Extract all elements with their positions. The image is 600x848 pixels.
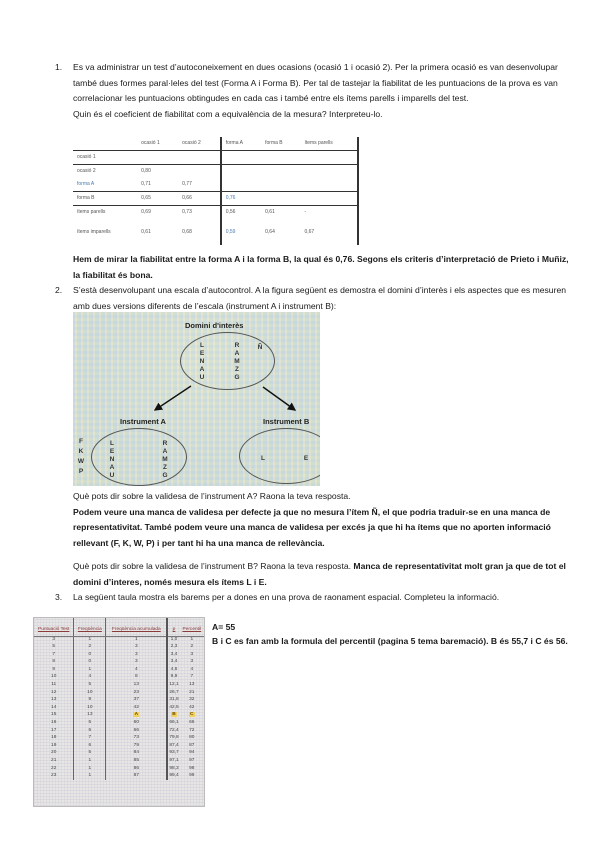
table-row: 11 5 13 12,1 13: [34, 682, 204, 690]
table-row: 10 4 8 9,9 7: [34, 674, 204, 682]
table-row: 9 1 4 4,6 4: [34, 666, 204, 674]
table-header-row: ocasió 1 ocasió 2 forma A forma B ítems parells: [73, 137, 358, 151]
domain-extra-item: Ñ: [257, 344, 263, 351]
table-row: 20 5 84 93,7 94: [34, 750, 204, 758]
question-2b-prompt: Què pots dir sobre la validesa de l’instrument B? Raona la teva resposta.: [73, 561, 352, 571]
answer-3-line: B i C es fan amb la formula del percentil (pagina 5 tema baremació). B és 55,7 i C és 56.: [212, 636, 568, 646]
table-row: ocasió 2 0,80: [73, 165, 358, 179]
table-row: ocasió 1: [73, 151, 358, 165]
table-header-row: Puntuació Test Freqüència Freqüència acumulada p Percentil: [34, 618, 204, 636]
table-row: 13 9 37 31,8 32: [34, 697, 204, 705]
table-row: 5 2 3 2,3 2: [34, 644, 204, 652]
table-row: forma A 0,71 0,77: [73, 178, 358, 192]
answer-3-line: A= 55: [212, 622, 236, 632]
table-row: 16 5 60 66,1 66: [34, 720, 204, 728]
question-2: [55, 283, 570, 314]
question-1: [55, 60, 570, 122]
question-number: 3.: [55, 592, 63, 602]
question-2b: [55, 559, 570, 590]
table-row: 19 6 79 87,4 87: [34, 742, 204, 750]
domain-col1: L E N A U: [199, 342, 205, 381]
question-1-text: Es va administrar un test d’autoconeixement en dues ocasions (ocasió 1 i ocasió 2). Per la primera ocasió es van desenvolupar també dues formes paral·leles del test (Forma A i Forma B). Per tal de tastejar la fiabilitat de les puntuacions de la prova es van correlacionar les puntuacions obtingudes en cada cas i també entre els ítems parells i imparells del test.: [73, 62, 558, 103]
question-number: 1.: [55, 62, 63, 72]
domain-diagram: [73, 312, 320, 486]
table-row: 7 0 3 3,4 3: [34, 651, 204, 659]
instrument-b-label: Instrument B: [263, 417, 310, 426]
instrument-b-item: E: [303, 455, 309, 462]
answer-3: [212, 620, 572, 648]
correlation-table: [73, 137, 359, 245]
instrument-b-item: L: [261, 455, 265, 462]
question-3: [55, 590, 570, 606]
table-row: ítems imparells 0,61 0,68 0,59 0,64 0,67: [73, 219, 358, 245]
table-row: 23 1 87 99,4 99: [34, 773, 204, 781]
instrument-a-outside-items: F K W P: [77, 438, 85, 475]
table-row: 8 0 3 3,4 3: [34, 659, 204, 667]
instrument-a-ellipse: [91, 428, 187, 486]
table-row: forma B 0,65 0,66 0,76: [73, 192, 358, 206]
barems-table-image: [33, 617, 205, 807]
instrument-a-col2: R A M Z G: [162, 440, 168, 479]
table-row: 14 10 42 42,5 42: [34, 704, 204, 712]
question-number: 2.: [55, 285, 63, 295]
table-row: ítems parells 0,69 0,73 0,56 0,61 -: [73, 206, 358, 220]
barems-table-body: [34, 636, 204, 780]
answer-2b-text: Manca de representativitat molt gran ja que de tot el domini d’interes, només mesura els ítems L i E.: [73, 561, 566, 587]
table-row: 15 13 A B C: [34, 712, 204, 720]
table-row: 3 1 1 1,0 1: [52, 636, 194, 642]
table-row: 17 6 66 72,4 72: [34, 727, 204, 735]
answer-2a-text: Podem veure una manca de validesa per defecte ja que no mesura l’ítem Ñ, el que podria traduir-se en una manca de representativitat. També podem veure una manca de validesa per excés ja que hi ha ítems que no aporten informació rellevant (F, K, W, P) i per tant hi ha una manca de rellevància.: [73, 506, 551, 548]
diagram-title: Domini d'interès: [185, 321, 244, 330]
table-row: 12 10 23 26,7 21: [34, 689, 204, 697]
table-row: 21 1 85 97,1 97: [34, 758, 204, 766]
answer-1-text: Hem de mirar la fiabilitat entre la forma A i la forma B, la qual és 0,76. Segons els criteris d’interpretació de Prieto i Muñiz, la fiabilitat és bona.: [73, 254, 569, 280]
table-row: 22 1 86 98,3 98: [34, 765, 204, 773]
instrument-a-col1: L E N A U: [109, 440, 115, 479]
instrument-a-label: Instrument A: [120, 417, 166, 426]
domain-col2: R A M Z G: [234, 342, 240, 381]
question-3-text: La següent taula mostra els barems per a dones en una prova de raonament espacial. Completeu la informació.: [73, 592, 500, 602]
question-2a: [55, 489, 570, 551]
table-row: 18 7 73 79,8 80: [34, 735, 204, 743]
barems-table: [34, 618, 204, 780]
answer-1: [55, 252, 570, 283]
question-2a-prompt: Què pots dir sobre la validesa de l’instrument A? Raona la teva resposta.: [73, 491, 351, 501]
question-2-text: S’està desenvolupant una escala d’autocontrol. A la figura següent es demostra el domini d’interès i els aspectes que es mesuren amb dues versions diferents de l’escala (instrument A i instrument B):: [73, 285, 567, 311]
question-1-prompt: Quin és el coeficient de fiabilitat com a equivalència de la mesura? Interpreteu-lo.: [73, 108, 383, 119]
